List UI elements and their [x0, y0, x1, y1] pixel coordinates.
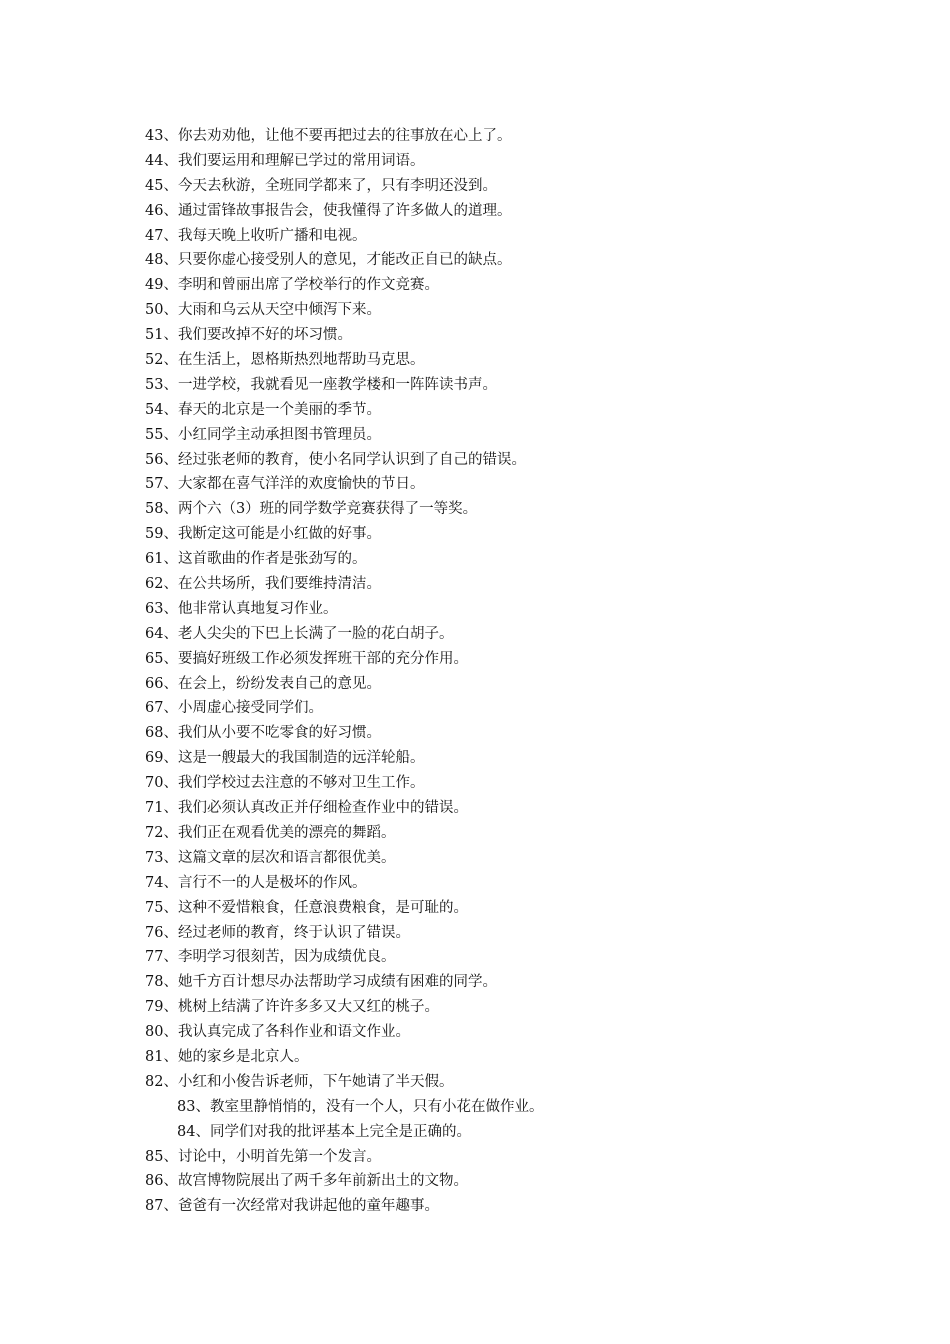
sentence-line: 62、在公共场所，我们要维持清洁。: [145, 576, 381, 593]
sentence-line: 82、小红和小俊告诉老师，下午她请了半天假。: [145, 1073, 454, 1090]
sentence-line: 87、爸爸有一次经常对我讲起他的童年趣事。: [145, 1198, 439, 1215]
sentence-line: 50、大雨和乌云从天空中倾泻下来。: [145, 302, 381, 319]
sentence-line: 46、通过雷锋故事报告会，使我懂得了许多做人的道理。: [145, 202, 512, 219]
sentence-list: [145, 124, 845, 1219]
sentence-line: 54、春天的北京是一个美丽的季节。: [145, 401, 381, 418]
sentence-line: 68、我们从小要不吃零食的好习惯。: [145, 725, 381, 742]
sentence-line: 51、我们要改掉不好的坏习惯。: [145, 327, 352, 344]
sentence-line: 57、大家都在喜气洋洋的欢度愉快的节日。: [145, 476, 425, 493]
sentence-line: 56、经过张老师的教育，使小名同学认识到了自己的错误。: [145, 451, 526, 468]
sentence-line: 78、她千方百计想尽办法帮助学习成绩有困难的同学。: [145, 974, 497, 991]
sentence-line: 80、我认真完成了各科作业和语文作业。: [145, 1024, 410, 1041]
sentence-line: 85、讨论中，小明首先第一个发言。: [145, 1148, 381, 1165]
sentence-line: 83、教室里静悄悄的，没有一个人，只有小花在做作业。: [177, 1098, 544, 1115]
sentence-line: 70、我们学校过去注意的不够对卫生工作。: [145, 775, 425, 792]
sentence-line: 45、今天去秋游，全班同学都来了，只有李明还没到。: [145, 177, 497, 194]
sentence-line: 61、这首歌曲的作者是张劲写的。: [145, 551, 367, 568]
sentence-line: 71、我们必须认真改正并仔细检查作业中的错误。: [145, 800, 468, 817]
sentence-line: 65、要搞好班级工作必须发挥班干部的充分作用。: [145, 650, 468, 667]
sentence-line: 52、在生活上，恩格斯热烈地帮助马克思。: [145, 352, 425, 369]
sentence-line: 73、这篇文章的层次和语言都很优美。: [145, 849, 396, 866]
sentence-line: 66、在会上，纷纷发表自己的意见。: [145, 675, 381, 692]
sentence-line: 55、小红同学主动承担图书管理员。: [145, 426, 381, 443]
sentence-line: 75、这种不爱惜粮食，任意浪费粮食，是可耻的。: [145, 899, 468, 916]
sentence-line: 49、李明和曾丽出席了学校举行的作文竞赛。: [145, 277, 439, 294]
sentence-line: 43、你去劝劝他，让他不要再把过去的往事放在心上了。: [145, 128, 512, 144]
sentence-line: 53、一进学校，我就看见一座教学楼和一阵阵读书声。: [145, 376, 497, 393]
sentence-line: 58、两个六（3）班的同学数学竞赛获得了一等奖。: [145, 501, 478, 518]
sentence-line: 47、我每天晚上收听广播和电视。: [145, 227, 367, 244]
sentence-line: 67、小周虚心接受同学们。: [145, 700, 323, 717]
sentence-line: 86、故宫博物院展出了两千多年前新出土的文物。: [145, 1173, 468, 1190]
sentence-line: 84、同学们对我的批评基本上完全是正确的。: [177, 1123, 471, 1140]
sentence-line: 79、桃树上结满了许许多多又大又红的桃子。: [145, 999, 439, 1016]
sentence-line: 44、我们要运用和理解已学过的常用词语。: [145, 152, 425, 169]
sentence-line: 63、他非常认真地复习作业。: [145, 600, 338, 617]
sentence-line: 59、我断定这可能是小红做的好事。: [145, 526, 381, 543]
sentence-line: 69、这是一艘最大的我国制造的远洋轮船。: [145, 750, 425, 767]
sentence-line: 76、经过老师的教育，终于认识了错误。: [145, 924, 410, 941]
sentence-line: 74、言行不一的人是极坏的作风。: [145, 874, 367, 891]
sentence-line: 72、我们正在观看优美的漂亮的舞蹈。: [145, 824, 396, 841]
sentence-line: 64、老人尖尖的下巴上长满了一脸的花白胡子。: [145, 625, 454, 642]
sentence-line: 81、她的家乡是北京人。: [145, 1048, 309, 1065]
sentence-line: 48、只要你虚心接受别人的意见，才能改正自已的缺点。: [145, 252, 512, 269]
sentence-line: 77、李明学习很刻苦，因为成绩优良。: [145, 949, 396, 966]
